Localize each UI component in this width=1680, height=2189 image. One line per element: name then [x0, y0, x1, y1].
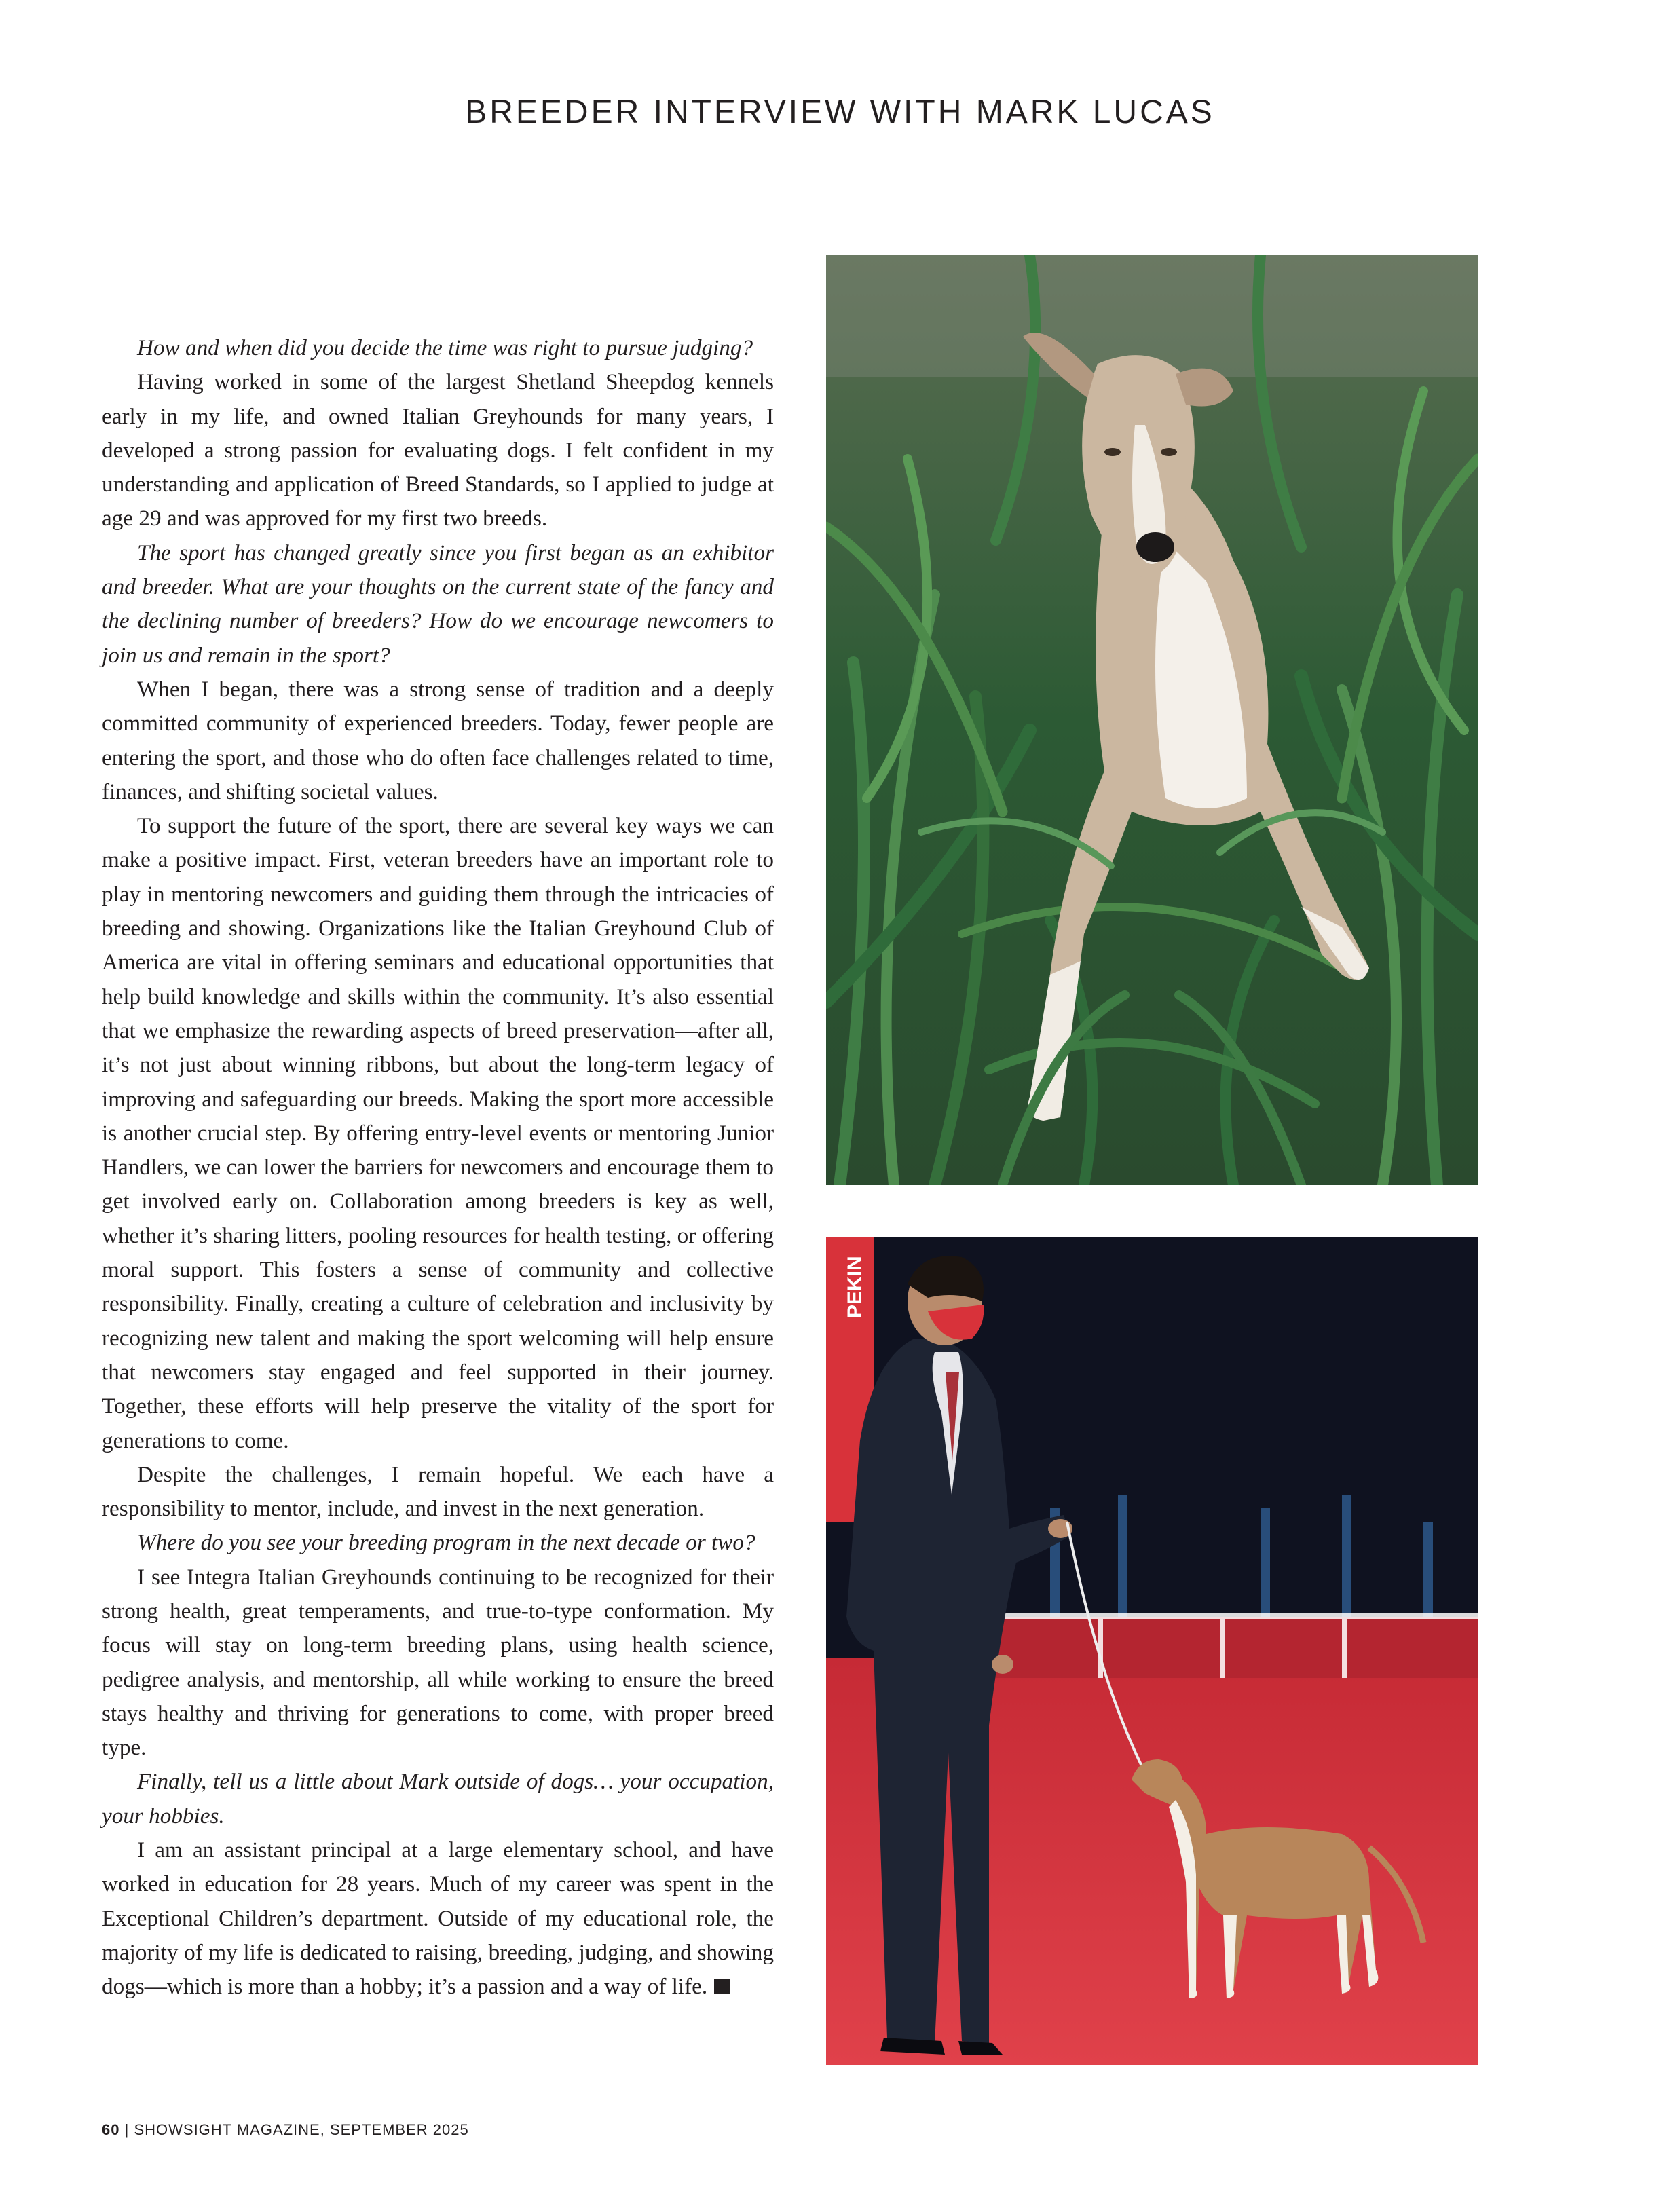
answer-paragraph: Having worked in some of the largest Shetland Sheepdog kennels early in my life, and owned Italian Greyhounds for many years, I developed a strong passion for evaluating dogs. I felt confident in my understanding and application of Breed Standards, so I applied to judge at age 29 and was approved for my first two breeds.	[102, 369, 774, 531]
answer-paragraph: Despite the challenges, I remain hopeful. We each have a responsibility to mentor, include, and invest in the next generation.	[102, 1461, 774, 1522]
photo-show-ring	[826, 1237, 1478, 2065]
page-header: BREEDER INTERVIEW WITH MARK LUCAS	[465, 94, 1215, 130]
question-3: Where do you see your breeding program in the next decade or two?	[137, 1530, 755, 1556]
question-4: Finally, tell us a little about Mark outside of dogs… your occupation, your hobbies.	[102, 1769, 774, 1829]
question-2: The sport has changed greatly since you first began as an exhibitor and breeder. What are your thoughts on the current state of the fancy and the declining number of breeders? How do we encourage newcomers to join us and remain in the sport?	[102, 540, 774, 668]
article-body	[102, 331, 774, 2004]
final-answer-text: I am an assistant principal at a large elementary school, and have worked in education for 28 years. Much of my career was spent in the Exceptional Children’s department. Outside of my educational role, the majority of my life is dedicated to raising, breeding, judging, and showing dogs—which is more than a hobby; it’s a passion and a way of life.	[102, 1837, 774, 2000]
photo-puppy-in-plants	[826, 255, 1478, 1185]
answer-paragraph: I see Integra Italian Greyhounds continuing to be recognized for their strong health, great temperaments, and true-to-type conformation. My focus will stay on long-term breeding plans, using health science, pedigree analysis, and mentorship, all while working to ensure the breed stays healthy and thriving for generations to come, with proper breed type.	[102, 1564, 774, 1761]
final-answer-paragraph	[102, 1833, 774, 2004]
page-footer	[102, 2121, 469, 2139]
page-number: 60	[102, 2121, 120, 2138]
question-1: How and when did you decide the time was right to pursue judging?	[137, 335, 753, 360]
end-mark-icon	[714, 1979, 730, 1994]
publication-name: SHOWSIGHT MAGAZINE, SEPTEMBER 2025	[134, 2121, 469, 2138]
answer-paragraph: When I began, there was a strong sense of tradition and a deeply committed community of experienced breeders. Today, fewer people are entering the sport, and those who do often face challenges related to time, finances, and shifting societal values.	[102, 676, 774, 804]
footer-separator: |	[124, 2121, 130, 2138]
banner-text: PEKIN	[844, 1256, 866, 1318]
answer-paragraph: To support the future of the sport, there are several key ways we can make a positive impact. First, veteran breeders have an important role to play in mentoring newcomers and guiding them through the intricacies of breeding and showing. Organizations like the Italian Greyhound Club of America are vital in offering seminars and educational opportunities that help build knowledge and skills within the community. It’s also essential that we emphasize the rewarding aspects of breed preservation—after all, it’s not just about winning ribbons, but about the long-term legacy of improving and safeguarding our breeds. Making the sport more accessible is another crucial step. By offering entry-level events or mentoring Junior Handlers, we can lower the barriers for newcomers and encourage them to get involved early on. Collaboration among breeders is key as well, whether it’s sharing litters, pooling resources for health testing, or offering moral support. This fosters a sense of community and collective responsibility. Finally, creating a culture of celebration and inclusivity by recognizing new talent and making the sport welcoming will help ensure that newcomers stay engaged and feel supported in their journey. Together, these efforts will help preserve the vitality of the sport for generations to come.	[102, 813, 774, 1453]
